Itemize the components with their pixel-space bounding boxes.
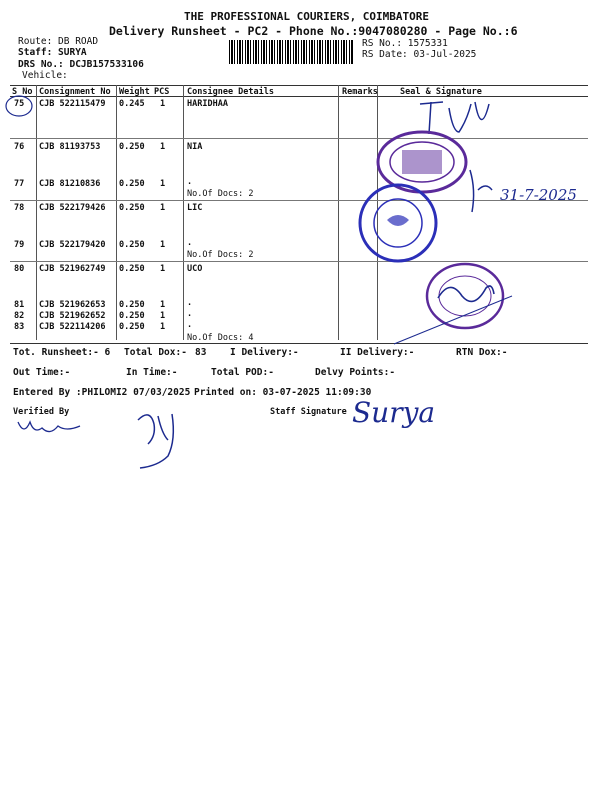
row-consignment: CJB 522114206 <box>39 322 106 332</box>
entered-by: Entered By :PHILOMI2 07/03/2025 <box>13 387 191 398</box>
row-pcs: 1 <box>160 142 166 152</box>
row-sno: 81 <box>14 300 25 310</box>
row-sno: 77 <box>14 179 25 189</box>
oval-seal-stamp <box>420 258 510 334</box>
verified-by-label: Verified By <box>13 407 70 417</box>
col-header-seal: Seal & Signature <box>400 87 482 97</box>
col-header-sno: S No <box>12 87 33 97</box>
row-pcs: 1 <box>160 300 166 310</box>
row-pcs: 1 <box>160 311 166 321</box>
row-sno: 76 <box>14 142 25 152</box>
total-dox-label: Total Dox:- <box>124 347 187 358</box>
row-consignment: CJB 521962652 <box>39 311 106 321</box>
row-pcs: 1 <box>160 264 166 274</box>
row-sno: 78 <box>14 203 25 213</box>
row-consignee: NIA <box>187 142 203 152</box>
out-time-label: Out Time:- <box>13 367 71 378</box>
col-header-pcs: PCS <box>154 87 170 97</box>
vehicle-label: Vehicle: <box>22 70 68 81</box>
row-consignee: UCO <box>187 264 203 274</box>
row-separator <box>10 138 588 139</box>
row-weight: 0.250 <box>119 322 145 332</box>
signature-stroke-line <box>390 290 520 350</box>
signature-initials <box>415 96 495 142</box>
runsheet-subtitle: Delivery Runsheet - PC2 - Phone No.:9047080280 - Page No.:6 <box>109 24 518 38</box>
col-divider <box>338 85 339 340</box>
col-divider <box>377 85 378 340</box>
row-pcs: 1 <box>160 322 166 332</box>
row-consignment: CJB 522179426 <box>39 203 106 213</box>
rtn-dox-label: RTN Dox:- <box>456 347 508 358</box>
staff-text: Staff: SURYA <box>18 47 87 58</box>
bank-seal-stamp <box>355 180 441 266</box>
row-consignment: CJB 521962749 <box>39 264 106 274</box>
row-sno: 82 <box>14 311 25 321</box>
row-weight: 0.250 <box>119 203 145 213</box>
row-consignee: HARIDHAA <box>187 99 228 109</box>
handwritten-date-text: 31-7-2025 <box>500 186 577 204</box>
row-consignee: . <box>187 177 193 187</box>
row-weight: 0.250 <box>119 240 145 250</box>
row-separator <box>10 261 588 262</box>
row-pcs: 1 <box>160 203 166 213</box>
col-header-consignee: Consignee Details <box>187 87 274 97</box>
row-consignment: CJB 81193753 <box>39 142 101 152</box>
staff-signature-label: Staff Signature <box>270 407 347 417</box>
printed-on: Printed on: 03-07-2025 11:09:30 <box>194 387 372 398</box>
row-consignee: . <box>187 238 193 248</box>
rs-number: RS No.: 1575331 <box>362 38 448 49</box>
col-header-consignment: Consignment No <box>39 87 111 97</box>
row-sno: 83 <box>14 322 25 332</box>
row-sno: 80 <box>14 264 25 274</box>
row-weight: 0.250 <box>119 300 145 310</box>
staff-scribble-signature <box>128 400 188 472</box>
col-divider <box>116 85 117 340</box>
ii-delivery-label: II Delivery:- <box>340 347 415 358</box>
row-doc-count: No.Of Docs: 2 <box>187 250 254 260</box>
col-header-remarks: Remarks <box>342 87 378 97</box>
row-weight: 0.250 <box>119 179 145 189</box>
row-consignment: CJB 522115479 <box>39 99 106 109</box>
row-sno: 79 <box>14 240 25 250</box>
route-text: Route: DB ROAD <box>18 36 99 47</box>
row-consignee: . <box>187 298 193 308</box>
rs-date: RS Date: 03-Jul-2025 <box>362 49 477 60</box>
row-consignee: . <box>187 309 193 319</box>
table-top-border <box>10 85 588 86</box>
drs-number: DRS No.: DCJB157533106 <box>18 59 144 70</box>
total-pod-label: Total POD:- <box>211 367 274 378</box>
row-pcs: 1 <box>160 240 166 250</box>
col-divider <box>183 85 184 340</box>
row-consignee: LIC <box>187 203 203 213</box>
total-runsheet: Tot. Runsheet:- 6 <box>13 347 111 358</box>
company-title: THE PROFESSIONAL COURIERS, COIMBATORE <box>184 10 430 23</box>
delvy-points-label: Delvy Points:- <box>315 367 396 378</box>
row-sno: 75 <box>14 99 25 109</box>
i-delivery-label: I Delivery:- <box>230 347 299 358</box>
row-consignment: CJB 521962653 <box>39 300 106 310</box>
row-consignee: . <box>187 320 193 330</box>
table-bottom-border <box>10 343 588 344</box>
row-pcs: 1 <box>160 99 166 109</box>
col-divider <box>36 85 37 340</box>
total-dox-value: 83 <box>195 347 207 358</box>
col-header-weight: Weight <box>119 87 150 97</box>
in-time-label: In Time:- <box>126 367 178 378</box>
row-consignment: CJB 522179420 <box>39 240 106 250</box>
row-weight: 0.250 <box>119 311 145 321</box>
staff-handwritten-name: Surya <box>352 396 436 429</box>
barcode <box>229 40 353 64</box>
row-pcs: 1 <box>160 179 166 189</box>
row-weight: 0.250 <box>119 142 145 152</box>
row-consignment: CJB 81210836 <box>39 179 101 189</box>
row-weight: 0.245 <box>119 99 145 109</box>
row-doc-count: No.Of Docs: 2 <box>187 189 254 199</box>
row-weight: 0.250 <box>119 264 145 274</box>
row-doc-count: No.Of Docs: 4 <box>187 333 254 343</box>
